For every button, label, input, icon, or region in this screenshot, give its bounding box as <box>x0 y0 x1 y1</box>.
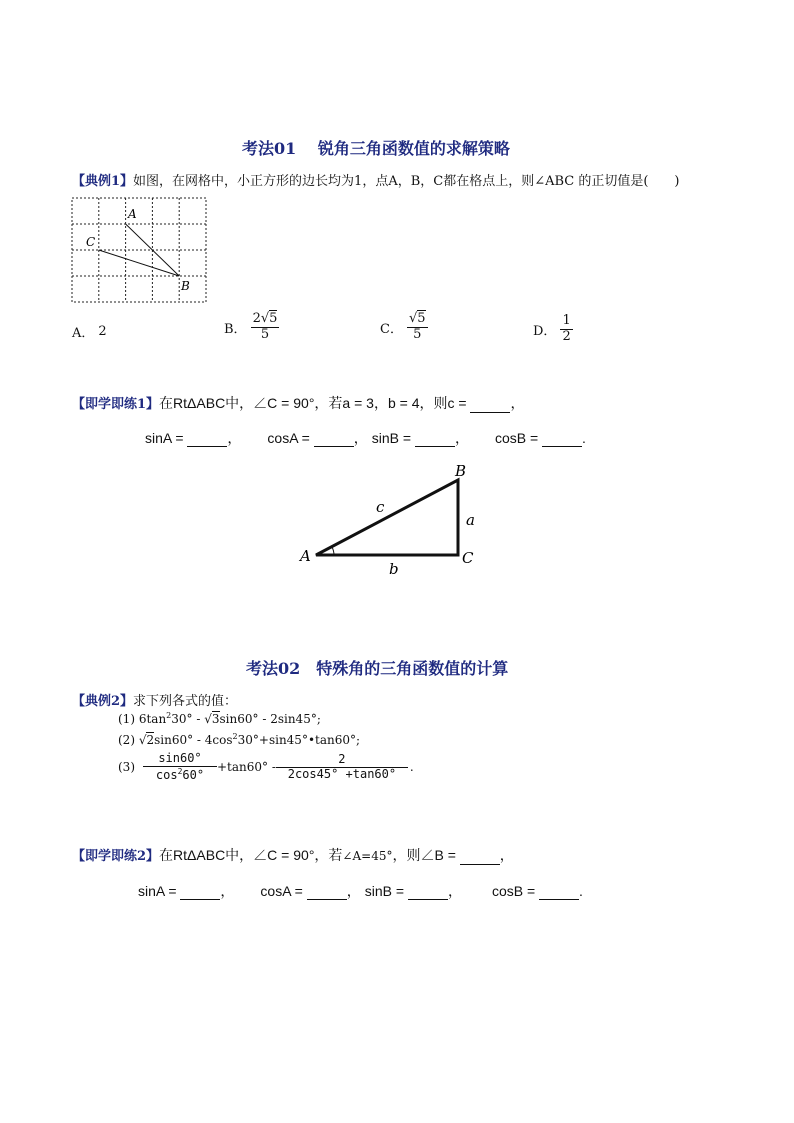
vertex-c-label: C <box>462 549 474 567</box>
cosa-label: cosA = <box>260 883 307 899</box>
item1-text: 30° - <box>171 712 205 726</box>
option-c-fraction: $\frac{√5}{5}$ <box>408 311 426 342</box>
option-c[interactable] <box>380 312 428 343</box>
item2-text: sin60° - 4cos <box>154 733 233 747</box>
answer-blank-sinb[interactable] <box>415 430 455 447</box>
triangle-figure <box>290 462 490 582</box>
item2-prefix: (2) <box>118 733 135 747</box>
answer-blank-cosa[interactable] <box>314 430 354 447</box>
practice1-label: 【即学即练1】 <box>72 397 160 412</box>
practice2-angle: ∠A=45° <box>342 849 393 863</box>
option-b-den: 5 <box>260 326 270 342</box>
grid-label-c: C <box>86 235 96 249</box>
separator: ， <box>447 883 462 899</box>
separator: ， <box>353 430 368 446</box>
section2-title: 考法02 特殊角的三角函数值的计算 <box>246 659 509 678</box>
option-d-fraction <box>560 314 572 345</box>
item1-exponent: 2 <box>166 711 172 720</box>
item1-text: 6tan <box>138 712 167 726</box>
section1-title: 考法01 锐角三角函数值的求解策略 <box>242 139 510 158</box>
separator: ， <box>346 883 361 899</box>
sinb-label: sinB = <box>371 430 415 446</box>
fraction1-numerator: sin60° <box>143 752 217 767</box>
practice1-end: ， <box>510 395 525 411</box>
example2-label: 【典例2】 <box>72 694 134 709</box>
item2-text: 30°+sin45°•tan60°; <box>237 733 361 747</box>
grid-label-a: A <box>128 207 137 221</box>
item2-exponent: 2 <box>232 732 238 741</box>
item3-prefix: (3) <box>118 760 135 775</box>
option-b-coef: 2 <box>252 311 261 326</box>
answer-blank-sina[interactable] <box>187 430 227 447</box>
expression-2: (2) $√2\sin 60^\circ - 4\cos^230^\circ+\sin 45^\circ•\tan 60^\circ$; <box>118 732 361 747</box>
fraction1-den-text: cos <box>155 767 178 782</box>
practice1-line2 <box>145 428 586 448</box>
period: . <box>579 883 583 899</box>
option-c-radicand: 5 <box>417 311 426 326</box>
separator: ， <box>454 430 469 446</box>
segment-cb <box>99 250 179 276</box>
option-d-letter: D． <box>533 323 557 339</box>
answer-blank-cosa-2[interactable] <box>307 883 347 900</box>
expression-1: (1) $6\tan^230^\circ - √3\sin 60^\circ - 2\sin 45^\circ$; <box>118 711 321 726</box>
fraction1-den-text: 60° <box>182 767 205 782</box>
practice2-label: 【即学即练2】 <box>72 849 160 864</box>
item1-text: sin60° - 2sin45°; <box>219 712 321 726</box>
answer-blank-cosb[interactable] <box>542 430 582 447</box>
example1-label: 【典例1】 <box>72 174 134 189</box>
example2-question <box>72 690 237 709</box>
item1-prefix: (1) <box>118 712 135 726</box>
cosb-label: cosB = <box>494 430 543 446</box>
answer-blank-sinb-2[interactable] <box>408 883 448 900</box>
practice2-line2 <box>138 881 583 901</box>
option-b[interactable] <box>224 312 279 343</box>
vertex-b-label: B <box>455 462 467 480</box>
side-a-label: a <box>466 511 475 529</box>
option-d-den: 2 <box>562 328 571 344</box>
expression-3 <box>118 752 414 783</box>
vertex-a-label: A <box>300 547 311 565</box>
example2-text: 求下列各式的值： <box>133 694 238 709</box>
practice2-prompt-b: ，则∠B = <box>392 847 460 863</box>
sina-label: sinA = <box>138 883 181 899</box>
practice2-end: ， <box>499 847 514 863</box>
answer-blank-sina-2[interactable] <box>180 883 220 900</box>
option-b-radicand: 5 <box>269 311 278 326</box>
item3-end: . <box>409 760 414 775</box>
separator: ， <box>220 883 235 899</box>
option-b-letter: B． <box>224 321 247 337</box>
answer-blank-c[interactable] <box>470 393 510 413</box>
fraction2-denominator: 2cos45° +tan60° <box>287 766 397 781</box>
sinb-label: sinB = <box>364 883 408 899</box>
option-a-letter: A． <box>72 326 95 341</box>
side-b-label: b <box>389 560 399 578</box>
grid-label-b: B <box>181 279 190 293</box>
example1-text: 如图，在网格中，小正方形的边长均为1，点A，B，C都在格点上，则∠ABC 的正切值是( ) <box>133 174 680 189</box>
fraction1-den-exponent: 2 <box>177 766 183 776</box>
option-a-value: 2 <box>98 324 107 339</box>
cosb-label: cosB = <box>491 883 540 899</box>
separator: ， <box>227 430 242 446</box>
item1-radicand: 3 <box>211 712 220 726</box>
practice2-line1 <box>72 845 514 865</box>
option-b-fraction: $\frac{2√5}{5}$ <box>252 311 278 342</box>
option-a[interactable] <box>72 322 107 341</box>
item3-fraction-1 <box>143 752 217 783</box>
cosa-label: cosA = <box>267 430 314 446</box>
answer-blank-angle-b[interactable] <box>460 845 500 865</box>
practice1-prompt: 在RtΔABC中，∠C = 90°，若a = 3，b = 4，则c = <box>159 395 471 411</box>
option-d-num: 1 <box>562 313 571 328</box>
item3-fraction-2 <box>276 753 408 782</box>
practice1-line1 <box>72 393 524 413</box>
sina-label: sinA = <box>145 430 188 446</box>
period: . <box>582 430 586 446</box>
option-c-den: 5 <box>413 326 422 342</box>
side-c-label: c <box>376 498 385 516</box>
practice2-prompt: 在RtΔABC中，∠C = 90°，若 <box>159 847 343 863</box>
option-d[interactable] <box>533 314 573 345</box>
option-c-letter: C． <box>380 321 403 337</box>
item2-radicand: 2 <box>146 733 155 747</box>
fraction2-numerator: 2 <box>276 753 408 768</box>
grid-figure <box>60 194 220 304</box>
answer-blank-cosb-2[interactable] <box>539 883 579 900</box>
example1-question <box>72 170 680 189</box>
item3-middle: +tan60° - <box>217 760 276 775</box>
